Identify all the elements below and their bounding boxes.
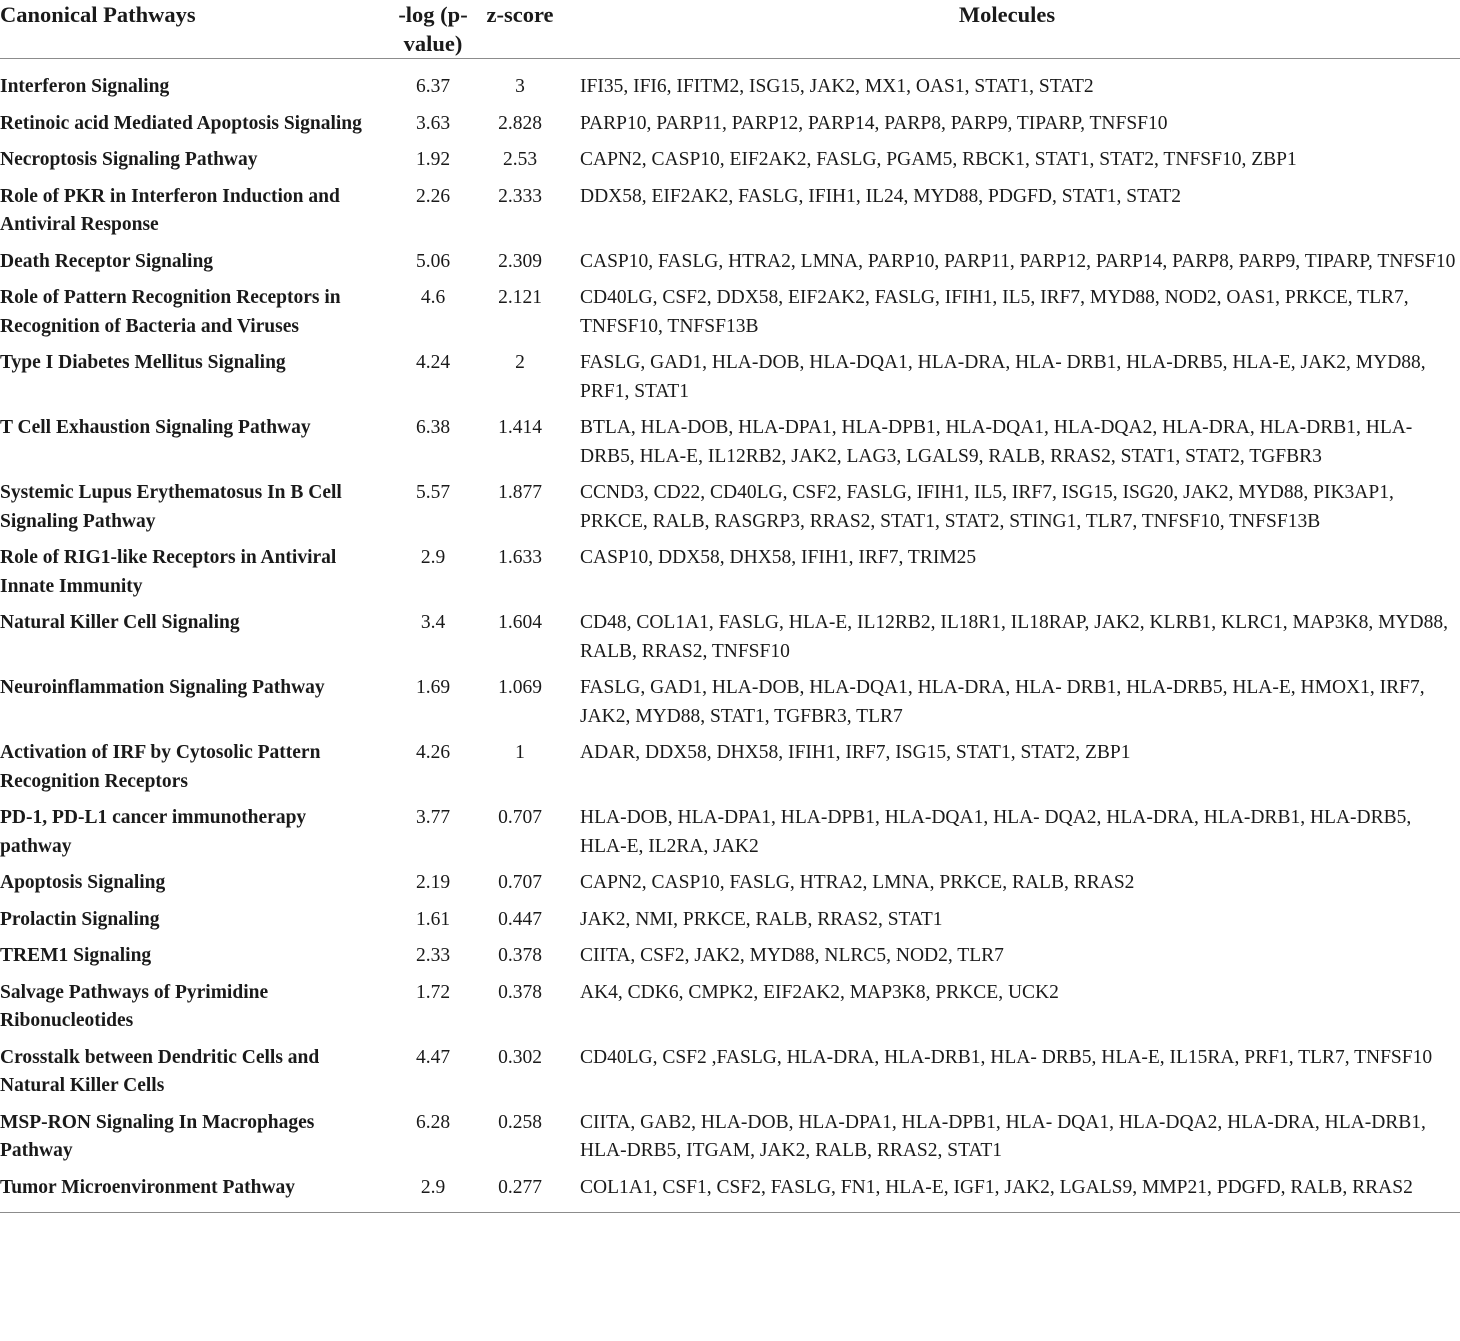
pathway-name: Necroptosis Signaling Pathway — [0, 149, 258, 170]
z-score-value: 1.069 — [498, 677, 542, 698]
z-score-value: 1.877 — [498, 482, 542, 503]
table-row — [0, 672, 1460, 737]
z-score-value: 2.333 — [498, 185, 542, 207]
z-score-value: 0.302 — [498, 1046, 542, 1068]
table-row — [0, 347, 1460, 412]
table-row — [0, 412, 1460, 477]
table-row — [0, 802, 1460, 867]
pathway-name: Natural Killer Cell Signaling — [0, 612, 240, 633]
log-p-value: 4.24 — [415, 352, 451, 373]
pathway-name: Role of RIG1-like Receptors in Antiviral Innate Immunity — [0, 547, 337, 597]
z-score-value: 0.277 — [486, 1172, 554, 1213]
table-row — [0, 867, 1460, 904]
table-row — [0, 1172, 1460, 1213]
log-p-value: 2.19 — [415, 872, 451, 893]
molecules-list: BTLA, HLA-DOB, HLA-DPA1, HLA-DPB1, HLA-DQA1, HLA-DQA2, HLA-DRA, HLA-DRB1, HLA-DRB5, HLA-E, IL12RB2, JAK2, LAG3, LGALS9, RALB, RRAS2, STAT1, STAT2, TGFBR3 — [580, 417, 1413, 467]
z-score-value: 0.707 — [498, 872, 542, 893]
pathway-name: Salvage Pathways of Pyrimidine Ribonucleotides — [0, 981, 269, 1031]
table-row — [0, 282, 1460, 347]
z-score-value: 1 — [515, 742, 525, 763]
pathway-name: T Cell Exhaustion Signaling Pathway — [0, 417, 311, 438]
molecules-list: IFI35, IFI6, IFITM2, ISG15, JAK2, MX1, OAS1, STAT1, STAT2 — [580, 76, 1094, 97]
table-row — [0, 477, 1460, 542]
molecules-list: JAK2, NMI, PRKCE, RALB, RRAS2, STAT1 — [580, 908, 943, 930]
molecules-list: CCND3, CD22, CD40LG, CSF2, FASLG, IFIH1, IL5, IRF7, ISG15, ISG20, JAK2, MYD88, PIK3AP1, PRKCE, RALB, RASGRP3, RRAS2, STAT1, STAT2, STING1, TLR7, TNFSF10, TNFSF13B — [580, 482, 1394, 532]
log-p-value: 6.28 — [415, 1111, 451, 1133]
table-row — [0, 607, 1460, 672]
table-row — [0, 940, 1460, 977]
molecules-list: PARP10, PARP11, PARP12, PARP14, PARP8, PARP9, TIPARP, TNFSF10 — [580, 112, 1168, 134]
table-row — [0, 144, 1460, 181]
molecules-list: CIITA, CSF2, JAK2, MYD88, NLRC5, NOD2, TLR7 — [580, 945, 1004, 966]
table-row — [0, 1107, 1460, 1172]
log-p-value: 4.6 — [420, 287, 446, 308]
log-p-value: 3.4 — [420, 612, 446, 633]
molecules-list: HLA-DOB, HLA-DPA1, HLA-DPB1, HLA-DQA1, HLA- DQA2, HLA-DRA, HLA-DRB1, HLA-DRB5, HLA-E, IL2RA, JAK2 — [580, 807, 1412, 857]
z-score-value: 2 — [515, 352, 525, 373]
molecules-list: ADAR, DDX58, DHX58, IFIH1, IRF7, ISG15, STAT1, STAT2, ZBP1 — [580, 742, 1131, 763]
molecules-list: CASP10, FASLG, HTRA2, LMNA, PARP10, PARP11, PARP12, PARP14, PARP8, PARP9, TIPARP, TNFSF10 — [580, 250, 1456, 272]
log-p-value: 6.37 — [415, 76, 451, 97]
log-p-value: 4.47 — [415, 1046, 451, 1068]
log-p-value: 1.61 — [415, 908, 451, 930]
log-p-value: 2.9 — [420, 547, 446, 568]
z-score-value: 0.447 — [498, 908, 542, 930]
molecules-list: CASP10, DDX58, DHX58, IFIH1, IRF7, TRIM25 — [580, 547, 977, 568]
pathway-name: Type I Diabetes Mellitus Signaling — [0, 352, 286, 373]
pathway-name: Role of PKR in Interferon Induction and Antiviral Response — [0, 185, 340, 235]
z-score-value: 2.828 — [498, 112, 542, 134]
log-p-value: 1.92 — [415, 149, 451, 170]
z-score-value: 1.633 — [498, 547, 542, 568]
molecules-list: CAPN2, CASP10, EIF2AK2, FASLG, PGAM5, RBCK1, STAT1, STAT2, TNFSF10, ZBP1 — [580, 149, 1297, 170]
z-score-value: 3 — [515, 76, 525, 97]
log-p-value: 1.69 — [415, 677, 451, 698]
pathway-name: TREM1 Signaling — [0, 945, 152, 966]
pathway-name: Neuroinflammation Signaling Pathway — [0, 677, 325, 698]
pathway-name: PD-1, PD-L1 cancer immunotherapy pathway — [0, 807, 307, 857]
table-row — [0, 59, 1460, 108]
molecules-list: COL1A1, CSF1, CSF2, FASLG, FN1, HLA-E, IGF1, JAK2, LGALS9, MMP21, PDGFD, RALB, RRAS2 — [554, 1172, 1460, 1213]
z-score-value: 0.258 — [498, 1111, 542, 1133]
z-score-value: 1.604 — [498, 612, 542, 633]
log-p-value: 5.57 — [415, 482, 451, 503]
log-p-value: 3.77 — [415, 807, 451, 828]
log-p-value: 2.26 — [415, 185, 451, 207]
table-row — [0, 904, 1460, 941]
z-score-value: 0.707 — [498, 807, 542, 828]
header-row — [0, 0, 1460, 59]
pathway-name: Apoptosis Signaling — [0, 872, 166, 893]
log-p-value: 2.9 — [380, 1172, 486, 1213]
table-row — [0, 542, 1460, 607]
z-score-value: 2.121 — [498, 287, 542, 308]
pathway-name: Tumor Microenvironment Pathway — [0, 1172, 380, 1213]
z-score-value: 0.378 — [498, 945, 542, 966]
log-p-value: 2.33 — [415, 945, 451, 966]
pathway-name: Prolactin Signaling — [0, 908, 160, 930]
molecules-list: DDX58, EIF2AK2, FASLG, IFIH1, IL24, MYD88, PDGFD, STAT1, STAT2 — [580, 185, 1182, 207]
pathway-name: Retinoic acid Mediated Apoptosis Signaling — [0, 112, 362, 134]
pathway-name: Systemic Lupus Erythematosus In B Cell Signaling Pathway — [0, 482, 342, 532]
table-row — [0, 977, 1460, 1042]
molecules-list: AK4, CDK6, CMPK2, EIF2AK2, MAP3K8, PRKCE, UCK2 — [580, 981, 1059, 1003]
pathway-name: Role of Pattern Recognition Receptors in Recognition of Bacteria and Viruses — [0, 287, 341, 337]
header-log-p-value: -log (p-value) — [380, 0, 486, 59]
log-p-value: 1.72 — [415, 981, 451, 1003]
header-canonical-pathways: Canonical Pathways — [0, 0, 380, 59]
z-score-value: 0.378 — [498, 981, 542, 1003]
molecules-list: CAPN2, CASP10, FASLG, HTRA2, LMNA, PRKCE, RALB, RRAS2 — [580, 872, 1135, 893]
table-row — [0, 246, 1460, 283]
header-z-score: z-score — [486, 0, 554, 59]
molecules-list: CD48, COL1A1, FASLG, HLA-E, IL12RB2, IL18R1, IL18RAP, JAK2, KLRB1, KLRC1, MAP3K8, MYD88, RALB, RRAS2, TNFSF10 — [580, 612, 1448, 662]
pathway-name: Activation of IRF by Cytosolic Pattern Recognition Receptors — [0, 742, 321, 792]
table-row — [0, 108, 1460, 145]
pathway-name: Death Receptor Signaling — [0, 250, 214, 272]
table-row — [0, 1042, 1460, 1107]
molecules-list: FASLG, GAD1, HLA-DOB, HLA-DQA1, HLA-DRA, HLA- DRB1, HLA-DRB5, HLA-E, JAK2, MYD88, PRF1, STAT1 — [580, 352, 1426, 402]
pathway-name: MSP-RON Signaling In Macrophages Pathway — [0, 1111, 315, 1161]
molecules-list: CD40LG, CSF2 ,FASLG, HLA-DRA, HLA-DRB1, HLA- DRB5, HLA-E, IL15RA, PRF1, TLR7, TNFSF10 — [580, 1046, 1433, 1068]
molecules-list: CD40LG, CSF2, DDX58, EIF2AK2, FASLG, IFIH1, IL5, IRF7, MYD88, NOD2, OAS1, PRKCE, TLR7, TNFSF10, TNFSF13B — [580, 287, 1409, 337]
log-p-value: 4.26 — [415, 742, 451, 763]
pathway-name: Crosstalk between Dendritic Cells and Natural Killer Cells — [0, 1046, 320, 1096]
table-row — [0, 737, 1460, 802]
table-row — [0, 181, 1460, 246]
header-molecules: Molecules — [554, 0, 1460, 59]
z-score-value: 2.53 — [502, 149, 538, 170]
z-score-value: 2.309 — [498, 250, 542, 272]
molecules-list: FASLG, GAD1, HLA-DOB, HLA-DQA1, HLA-DRA, HLA- DRB1, HLA-DRB5, HLA-E, HMOX1, IRF7, JAK2, MYD88, STAT1, TGFBR3, TLR7 — [580, 677, 1425, 727]
molecules-list: CIITA, GAB2, HLA-DOB, HLA-DPA1, HLA-DPB1, HLA- DQA1, HLA-DQA2, HLA-DRA, HLA-DRB1, HLA-DRB5, ITGAM, JAK2, RALB, RRAS2, STAT1 — [580, 1111, 1426, 1161]
z-score-value: 1.414 — [498, 417, 542, 438]
pathway-name: Interferon Signaling — [0, 76, 170, 97]
log-p-value: 3.63 — [415, 112, 451, 134]
log-p-value: 5.06 — [415, 250, 451, 272]
log-p-value: 6.38 — [415, 417, 451, 438]
